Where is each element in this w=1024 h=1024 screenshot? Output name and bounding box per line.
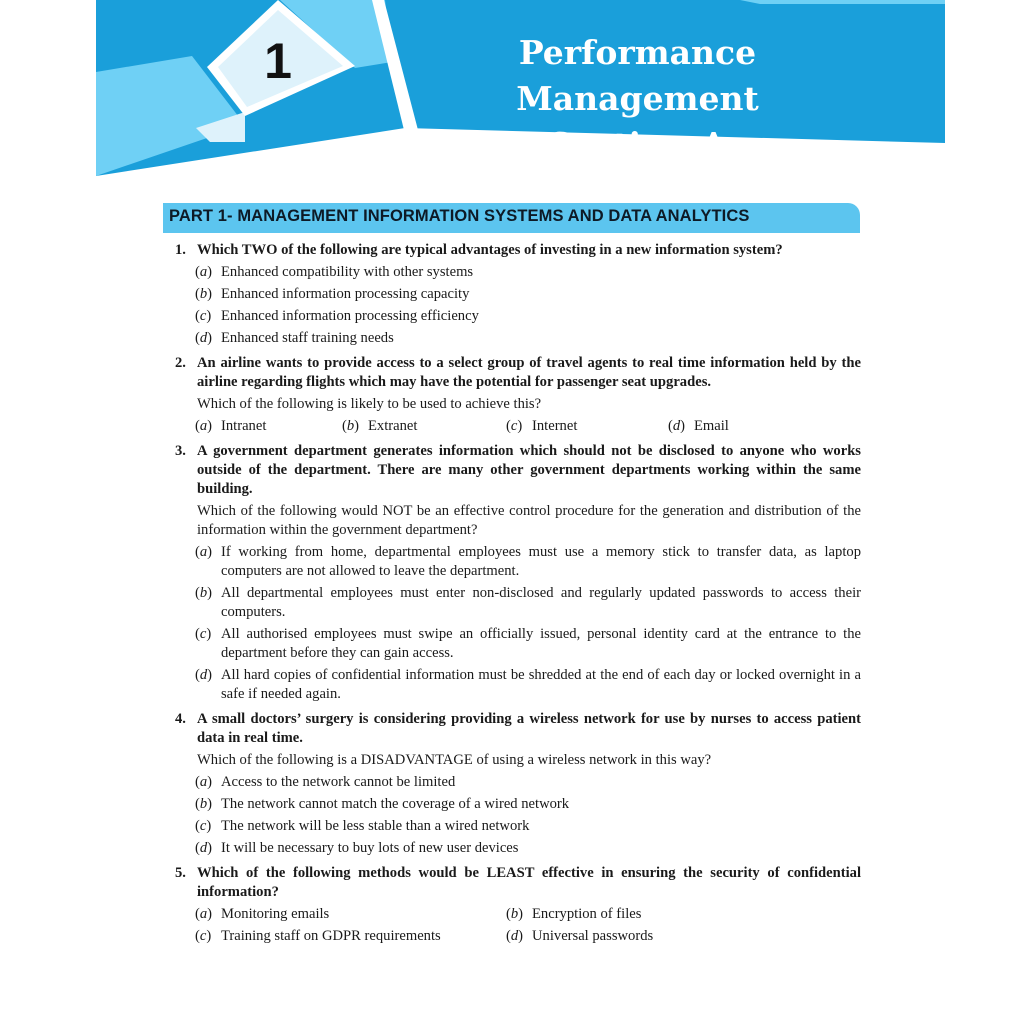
option-text: Email	[694, 418, 729, 434]
option-text: If working from home, departmental employees must use a memory stick to transfer data, as laptop computers are not allowed to leave the department.	[221, 544, 861, 579]
option: (d) Email	[668, 418, 729, 434]
chapter-title	[405, 30, 870, 168]
option: (b) The network cannot match the coverage of a wired network	[195, 795, 861, 814]
option: (d) Enhanced staff training needs	[195, 329, 861, 348]
question-stem	[175, 241, 861, 260]
option-label: b	[510, 906, 519, 922]
option-text: All hard copies of confidential information must be shredded at the end of each day or locked overnight in a safe if needed again.	[221, 667, 861, 702]
option: (d) All hard copies of confidential information must be shredded at the end of each day or locked overnight in a safe if needed again.	[195, 667, 861, 702]
option-label: c	[510, 418, 518, 434]
option-label: b	[346, 418, 355, 434]
option: (d) Universal passwords	[506, 928, 654, 944]
option-text: Intranet	[221, 418, 267, 434]
option-label: c	[199, 928, 207, 944]
chapter-title-line1: Performance Management	[516, 33, 759, 118]
option-text: Encryption of files	[532, 906, 642, 922]
option: (a) Intranet	[195, 418, 267, 434]
option-row	[195, 927, 861, 946]
option-label: a	[199, 544, 208, 560]
option-text: Internet	[532, 418, 578, 434]
option-text: All departmental employees must enter non-disclosed and regularly updated passwords to access their computers.	[221, 585, 861, 620]
option-label: c	[199, 308, 207, 324]
option: (a) If working from home, departmental employees must use a memory stick to transfer data, as laptop computers are not allowed to leave the department.	[195, 544, 861, 579]
option-label: d	[672, 418, 681, 434]
option-label: d	[510, 928, 519, 944]
option-label: c	[199, 626, 207, 642]
question-number: 5.	[175, 865, 186, 881]
option-label: b	[199, 585, 208, 601]
option-row	[195, 417, 861, 436]
option-label: a	[199, 774, 208, 790]
question-number: 4.	[175, 711, 186, 727]
option-text: The network cannot match the coverage of a wired network	[221, 796, 570, 812]
option-row	[195, 905, 861, 924]
part-heading: PART 1- MANAGEMENT INFORMATION SYSTEMS AND DATA ANALYTICS	[169, 207, 750, 225]
option-label: a	[199, 906, 208, 922]
option-label: c	[199, 818, 207, 834]
option-text: Training staff on GDPR requirements	[221, 928, 441, 944]
question-text: A small doctors’ surgery is considering providing a wireless network for use by nurses to access patient data in real time.	[197, 711, 861, 746]
question-subtext: Which of the following is a DISADVANTAGE of using a wireless network in this way?	[197, 752, 712, 768]
option: (a) Access to the network cannot be limited	[195, 773, 861, 792]
option-text: All authorised employees must swipe an officially issued, personal identity card at the entrance to the department before they can gain access.	[221, 626, 861, 661]
chapter-number: 1	[264, 33, 292, 89]
option-label: d	[199, 840, 208, 856]
option: (b) All departmental employees must enter non-disclosed and regularly updated passwords to access their computers.	[195, 585, 861, 620]
question-stem	[175, 710, 861, 748]
option: (c) Enhanced information processing efficiency	[195, 307, 861, 326]
banner-top-right-strip	[740, 0, 945, 4]
question-4	[175, 710, 861, 858]
question-list	[175, 241, 861, 952]
option-label: d	[199, 330, 208, 346]
question-stem	[175, 864, 861, 902]
question-number: 2.	[175, 355, 186, 371]
option-label: b	[199, 796, 208, 812]
option-text: Extranet	[368, 418, 418, 434]
option-text: Enhanced information processing efficiency	[221, 308, 479, 324]
option: (a) Enhanced compatibility with other systems	[195, 263, 861, 282]
option: (c) Training staff on GDPR requirements	[195, 928, 441, 944]
option: (b) Extranet	[342, 418, 418, 434]
question-2	[175, 354, 861, 436]
option-text: Enhanced information processing capacity	[221, 286, 470, 302]
question-number: 1.	[175, 242, 186, 258]
question-text: A government department generates information which should not be disclosed to anyone who works outside of the department. There are many other government departments working within the same building.	[197, 443, 861, 497]
option-label: b	[199, 286, 208, 302]
option-text: It will be necessary to buy lots of new user devices	[221, 840, 519, 856]
question-number: 3.	[175, 443, 186, 459]
question-1	[175, 241, 861, 348]
option: (c) All authorised employees must swipe an officially issued, personal identity card at the entrance to the department before they can gain access.	[195, 626, 861, 661]
option-text: The network will be less stable than a wired network	[221, 818, 530, 834]
option: (c) The network will be less stable than a wired network	[195, 817, 861, 836]
option: (d) It will be necessary to buy lots of new user devices	[195, 839, 861, 858]
option-label: a	[199, 264, 208, 280]
option: (c) Internet	[506, 418, 578, 434]
question-stem	[175, 442, 861, 499]
question-subtext: Which of the following is likely to be used to achieve this?	[197, 396, 542, 412]
question-stem	[175, 354, 861, 392]
question-3	[175, 442, 861, 704]
option-text: Enhanced staff training needs	[221, 330, 394, 346]
question-text: An airline wants to provide access to a select group of travel agents to real time information held by the airline regarding flights which may have the potential for passenger seat upgrades.	[197, 355, 861, 390]
option: (b) Enhanced information processing capacity	[195, 285, 861, 304]
option-text: Access to the network cannot be limited	[221, 774, 456, 790]
option-text: Universal passwords	[532, 928, 654, 944]
question-5	[175, 864, 861, 946]
option-label: d	[199, 667, 208, 683]
option: (a) Monitoring emails	[195, 906, 330, 922]
chapter-title-line2: Section-A	[548, 125, 727, 164]
option-text: Enhanced compatibility with other systems	[221, 264, 474, 280]
option: (b) Encryption of files	[506, 906, 642, 922]
question-text: Which TWO of the following are typical advantages of investing in a new information system?	[197, 242, 783, 258]
option-label: a	[199, 418, 208, 434]
question-subtext: Which of the following would NOT be an effective control procedure for the generation and distribution of the information within the government department?	[197, 503, 861, 538]
question-text: Which of the following methods would be LEAST effective in ensuring the security of confidential information?	[197, 865, 861, 900]
part-heading-bar	[163, 203, 860, 233]
option-text: Monitoring emails	[221, 906, 330, 922]
